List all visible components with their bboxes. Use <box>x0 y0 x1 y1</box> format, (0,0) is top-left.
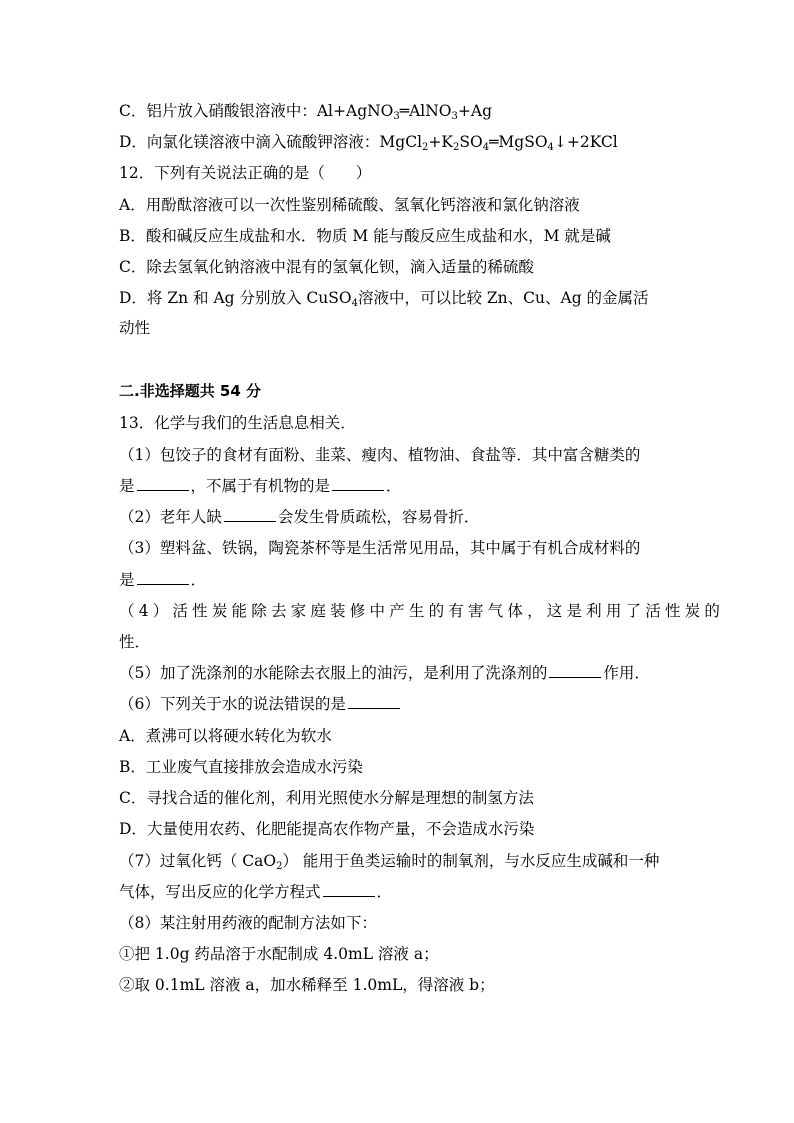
text-fragment: ，不属于有机物的是 <box>190 477 331 495</box>
text-fragment: C．铝片放入硝酸银溶液中：Al+AgNO <box>119 102 394 120</box>
subscript: 4 <box>482 142 490 153</box>
text-line-q13_8_2 <box>119 975 495 995</box>
text-fragment: SO <box>459 133 483 151</box>
text-line-q13_6a <box>119 726 332 746</box>
text-fragment: ） 能用于鱼类运输时的制氧剂，与水反应生成碱和一种 <box>282 852 660 870</box>
text-line-q13_2 <box>119 507 479 527</box>
text-fragment: 13．化学与我们的生活息息相关． <box>119 414 356 432</box>
text-fragment: （8）某注射用药液的配制方法如下： <box>119 914 377 932</box>
answer-blank[interactable] <box>332 476 384 491</box>
text-line-q12a <box>119 195 580 215</box>
text-fragment: ↓+2KCl <box>553 133 618 151</box>
text-line-q13_7a <box>119 851 659 871</box>
text-fragment: ═AlNO <box>399 102 452 120</box>
text-fragment: C．寻找合适的催化剂，利用光照使水分解是理想的制氢方法 <box>119 789 534 807</box>
text-line-q13_8 <box>119 913 377 933</box>
text-fragment: 会发生骨质疏松，容易骨折． <box>277 508 480 526</box>
text-line-q13_1a <box>119 445 640 465</box>
text-fragment: +Ag <box>457 102 493 120</box>
text-line-q13_3a <box>119 538 640 558</box>
text-fragment: C．除去氢氧化钠溶液中混有的氢氧化钡，滴入适量的稀硫酸 <box>119 258 534 276</box>
text-fragment: D．大量使用农药、化肥能提高农作物产量，不会造成水污染 <box>119 820 535 838</box>
answer-blank[interactable] <box>348 694 400 709</box>
subscript: 2 <box>453 142 460 153</box>
text-fragment: +K <box>428 133 453 151</box>
text-line-q13_6 <box>119 694 402 714</box>
text-line-c11 <box>119 101 492 121</box>
text-line-q13_4a <box>119 601 724 621</box>
text-line-q13_6b <box>119 757 363 777</box>
text-fragment: ①把 1.0g 药品溶于水配制成 4.0mL 溶液 a； <box>119 945 439 963</box>
text-fragment: ． <box>190 571 207 589</box>
text-fragment: （1）包饺子的食材有面粉、韭菜、瘦肉、植物油、食盐等．其中富含糖类的 <box>119 446 641 464</box>
text-fragment: 是 <box>119 571 135 589</box>
text-line-d11 <box>119 132 618 152</box>
answer-blank[interactable] <box>323 882 375 897</box>
text-fragment: ②取 0.1mL 溶液 a，加水稀释至 1.0mL，得溶液 b； <box>119 976 495 994</box>
text-fragment: 性． <box>119 633 151 651</box>
text-fragment: 12．下列有关说法正确的是（ ） <box>119 164 372 182</box>
text-fragment: （2）老年人缺 <box>119 508 222 526</box>
answer-blank[interactable] <box>549 663 601 678</box>
text-fragment: B．酸和碱反应生成盐和水．物质 M 能与酸反应生成盐和水，M 就是碱 <box>119 227 611 245</box>
text-line-q13_6c <box>119 788 534 808</box>
text-line-q12b <box>119 226 611 246</box>
text-line-q12d1 <box>119 288 649 308</box>
text-fragment: D．向氯化镁溶液中滴入硫酸钾溶液：MgCl <box>119 133 423 151</box>
answer-blank[interactable] <box>224 507 276 522</box>
text-fragment: 是 <box>119 477 135 495</box>
text-fragment: D．将 Zn 和 Ag 分别放入 CuSO <box>119 289 352 307</box>
text-fragment: 动性 <box>119 319 151 337</box>
text-fragment: 气体，写出反应的化学方程式 <box>119 883 321 901</box>
text-fragment: （4）活性炭能除去家庭装修中产生的有害气体，这是利用了活性炭的 <box>119 602 725 620</box>
text-line-q13_7b <box>119 882 392 902</box>
subscript: 4 <box>547 142 554 153</box>
text-line-q12 <box>119 163 371 183</box>
answer-blank[interactable] <box>137 476 189 491</box>
text-line-q13_3b <box>119 570 206 590</box>
text-fragment: B．工业废气直接排放会造成水污染 <box>119 758 363 776</box>
text-fragment: 二.非选择题共 54 分 <box>119 382 262 400</box>
subscript: 3 <box>393 111 400 122</box>
section-heading <box>119 381 261 401</box>
text-fragment: （5）加了洗涤剂的水能除去衣服上的油污，是利用了洗涤剂的 <box>119 664 548 682</box>
text-line-q13_5 <box>119 663 650 683</box>
text-line-q12d2 <box>119 318 150 338</box>
text-fragment: A．用酚酞溶液可以一次性鉴别稀硫酸、氢氧化钙溶液和氯化钠溶液 <box>119 196 580 214</box>
text-fragment: A．煮沸可以将硬水转化为软水 <box>119 727 332 745</box>
subscript: 2 <box>422 142 429 153</box>
text-fragment: ． <box>376 883 393 901</box>
answer-blank[interactable] <box>137 570 189 585</box>
text-fragment: 溶液中，可以比较 Zn、Cu、Ag 的金属活 <box>357 289 649 307</box>
subscript: 4 <box>351 298 358 309</box>
text-line-q13_6d <box>119 819 534 839</box>
text-line-q13_4b <box>119 632 150 652</box>
text-fragment: （3）塑料盆、铁锅，陶瓷茶杯等是生活常见用品，其中属于有机合成材料的 <box>119 539 641 557</box>
subscript: 3 <box>451 111 458 122</box>
text-fragment: ═MgSO <box>489 133 548 151</box>
text-line-q12c <box>119 257 534 277</box>
text-line-q13 <box>119 413 356 433</box>
text-fragment: 作用． <box>603 664 650 682</box>
text-fragment: （7）过氧化钙（ CaO <box>119 852 277 870</box>
text-line-q13_8_1 <box>119 944 439 964</box>
subscript: 2 <box>276 861 283 872</box>
text-line-q13_1b <box>119 476 402 496</box>
text-fragment: ． <box>386 477 402 495</box>
text-fragment: （6）下列关于水的说法错误的是 <box>119 695 346 713</box>
